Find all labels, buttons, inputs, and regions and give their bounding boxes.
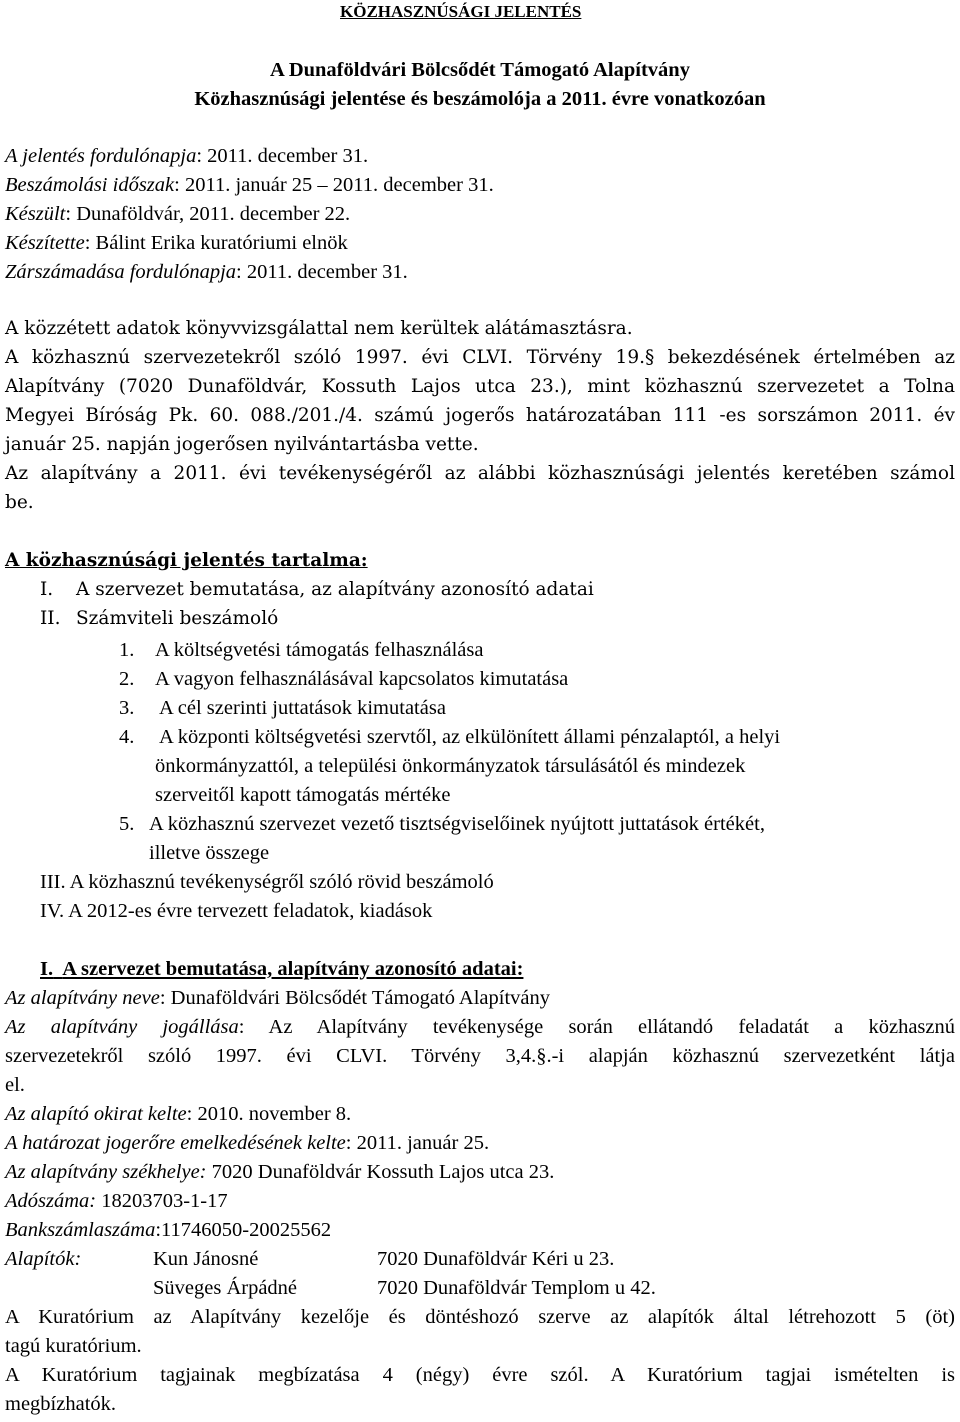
document-title-line1: A Dunaföldvári Bölcsődét Támogató Alapítvány [270,59,690,81]
toc-text: A cél szerinti juttatások kimutatása [155,697,446,719]
mandate-paragraph: A Kuratórium tagjainak megbízatása 4 (négy) évre szól. A Kuratórium tagjai ismételten is [5,1364,955,1386]
field-value: : Dunaföldvári Bölcsődét Támogató Alapítvány [159,987,551,1009]
field-status-cont: el. [5,1074,25,1096]
meta-value: Dunaföldvár, 2011. december 22. [76,203,351,225]
meta-value: Bálint Erika kuratóriumi elnök [95,232,348,254]
meta-value: 2011. december 31. [246,261,408,283]
founder-1-name: Kun Jánosné [153,1248,259,1270]
section-num: I. [40,958,54,980]
toc-sub-1 [119,637,483,663]
toc-heading: A közhasznúsági jelentés tartalma: [5,550,368,571]
founder-2-name: Süveges Árpádné [153,1277,298,1299]
meta-prepared-by [5,230,348,256]
toc-num: II. [40,608,61,629]
meta-report-date [5,143,368,169]
toc-text: A vagyon felhasználásával kapcsolatos kimutatása [155,668,569,690]
field-founders-label [5,1246,81,1272]
toc-item-1 [40,577,594,603]
meta-label: Készítette [5,232,85,254]
toc-sub-4 [119,724,780,750]
toc-text: A közhasznú szervezet vezető tisztségviselőinek nyújtott juttatások értékét, [149,813,765,835]
field-status [5,1014,955,1040]
meta-label: Zárszámadása fordulónapja [5,261,237,283]
field-value: :11746050-20025562 [155,1219,332,1241]
board-paragraph: A Kuratórium az Alapítvány kezelője és döntéshozó szerve az alapítók által létrehozott 5 (öt) [5,1306,955,1328]
field-status-cont: szervezetekről szóló 1997. évi CLVI. Törvény 3,4.§.-i alapján közhasznú szervezetként látja [5,1045,955,1067]
section-1-heading [40,956,523,982]
field-label: Az alapítvány jogállása [5,1016,239,1038]
toc-item-4: IV. A 2012-es évre tervezett feladatok, kiadások [40,900,433,922]
meta-closing-date [5,259,408,285]
toc-sub-4-cont: szerveitől kapott támogatás mértéke [155,784,451,806]
meta-sep: : [65,203,77,225]
meta-sep: : [196,145,208,167]
toc-item-2 [40,606,278,632]
intro-line: Megyei Bíróság Pk. 60. 088./201./4. számú jogerős határozatában 111 -es sorszámon 2011. év [5,405,955,426]
field-label: Adószáma: [5,1190,97,1212]
meta-label: Beszámolási időszak [5,174,175,196]
meta-sep: : [84,232,96,254]
field-bank-account [5,1217,331,1243]
field-value: 18203703-1-17 [96,1190,228,1212]
field-value: : 2011. január 25. [345,1132,490,1154]
founder-2-address: 7020 Dunaföldvár Templom u 42. [377,1277,656,1299]
field-label: A határozat jogerőre emelkedésének kelte [5,1132,346,1154]
mandate-paragraph-cont: megbízhatók. [5,1393,117,1415]
toc-num: I. [40,579,54,600]
field-seat [5,1159,554,1185]
meta-sep: : [174,174,185,196]
meta-sep: : [236,261,247,283]
toc-num: 2. [119,668,135,690]
toc-num: 5. [119,813,135,835]
field-final-date [5,1130,489,1156]
toc-num: 3. [119,697,135,719]
field-value: : Az Alapítvány tevékenysége során ellátandó feladatát a közhasznú [238,1016,955,1038]
board-paragraph-cont: tagú kuratórium. [5,1335,142,1357]
toc-item-3: III. A közhasznú tevékenységről szóló rövid beszámoló [40,871,494,893]
toc-num: 4. [119,726,135,748]
toc-sub-2 [119,666,568,692]
field-value: 7020 Dunaföldvár Kossuth Lajos utca 23. [206,1161,555,1183]
toc-sub-5-cont: illetve összege [149,842,270,864]
section-title: A szervezet bemutatása, alapítvány azonosító adatai: [62,958,524,980]
meta-value: 2011. december 31. [207,145,369,167]
meta-prepared [5,201,350,227]
intro-line: Az alapítvány a 2011. évi tevékenységéről az alábbi közhasznúsági jelentés keretében számol [5,463,955,484]
field-label: Az alapító okirat kelte [5,1103,187,1125]
toc-num: 1. [119,639,135,661]
toc-sub-3 [119,695,446,721]
field-value: : 2010. november 8. [186,1103,352,1125]
intro-line: Alapítvány (7020 Dunaföldvár, Kossuth Lajos utca 23.), mint közhasznú szervezetet a Tolna [5,376,955,397]
field-label: Alapítók: [5,1248,82,1270]
founder-1-address: 7020 Dunaföldvár Kéri u 23. [377,1248,615,1270]
toc-text: A szervezet bemutatása, az alapítvány azonosító adatai [76,579,594,600]
toc-text: A költségvetési támogatás felhasználása [155,639,484,661]
intro-line: be. [5,492,34,513]
field-label: Bankszámlaszáma [5,1219,156,1241]
field-tax-number [5,1188,228,1214]
intro-line: január 25. napján jogerősen nyilvántartásba vette. [5,434,479,455]
meta-value: 2011. január 25 – 2011. december 31. [184,174,494,196]
document-title-line2: Közhasznúsági jelentése és beszámolója a 2011. évre vonatkozóan [194,88,766,110]
intro-line: A közzétett adatok könyvvizsgálattal nem kerültek alátámasztásra. [5,318,633,339]
toc-sub-4-cont: önkormányzattól, a települési önkormányzatok társulásától és mindezek [155,755,746,777]
field-name [5,985,550,1011]
meta-reporting-period [5,172,494,198]
document-header: KÖZHASZNÚSÁGI JELENTÉS [340,2,582,21]
intro-line: A közhasznú szervezetekről szóló 1997. évi CLVI. Törvény 19.§ bekezdésének értelmében az [5,347,955,368]
field-label: Az alapítvány székhelye: [5,1161,207,1183]
toc-sub-5 [119,811,765,837]
field-label: Az alapítvány neve [5,987,160,1009]
field-deed-date [5,1101,351,1127]
meta-label: Készült [5,203,66,225]
meta-label: A jelentés fordulónapja [5,145,197,167]
toc-text: A központi költségvetési szervtől, az elkülönített állami pénzalaptól, a helyi [155,726,781,748]
toc-text: Számviteli beszámoló [76,608,279,629]
